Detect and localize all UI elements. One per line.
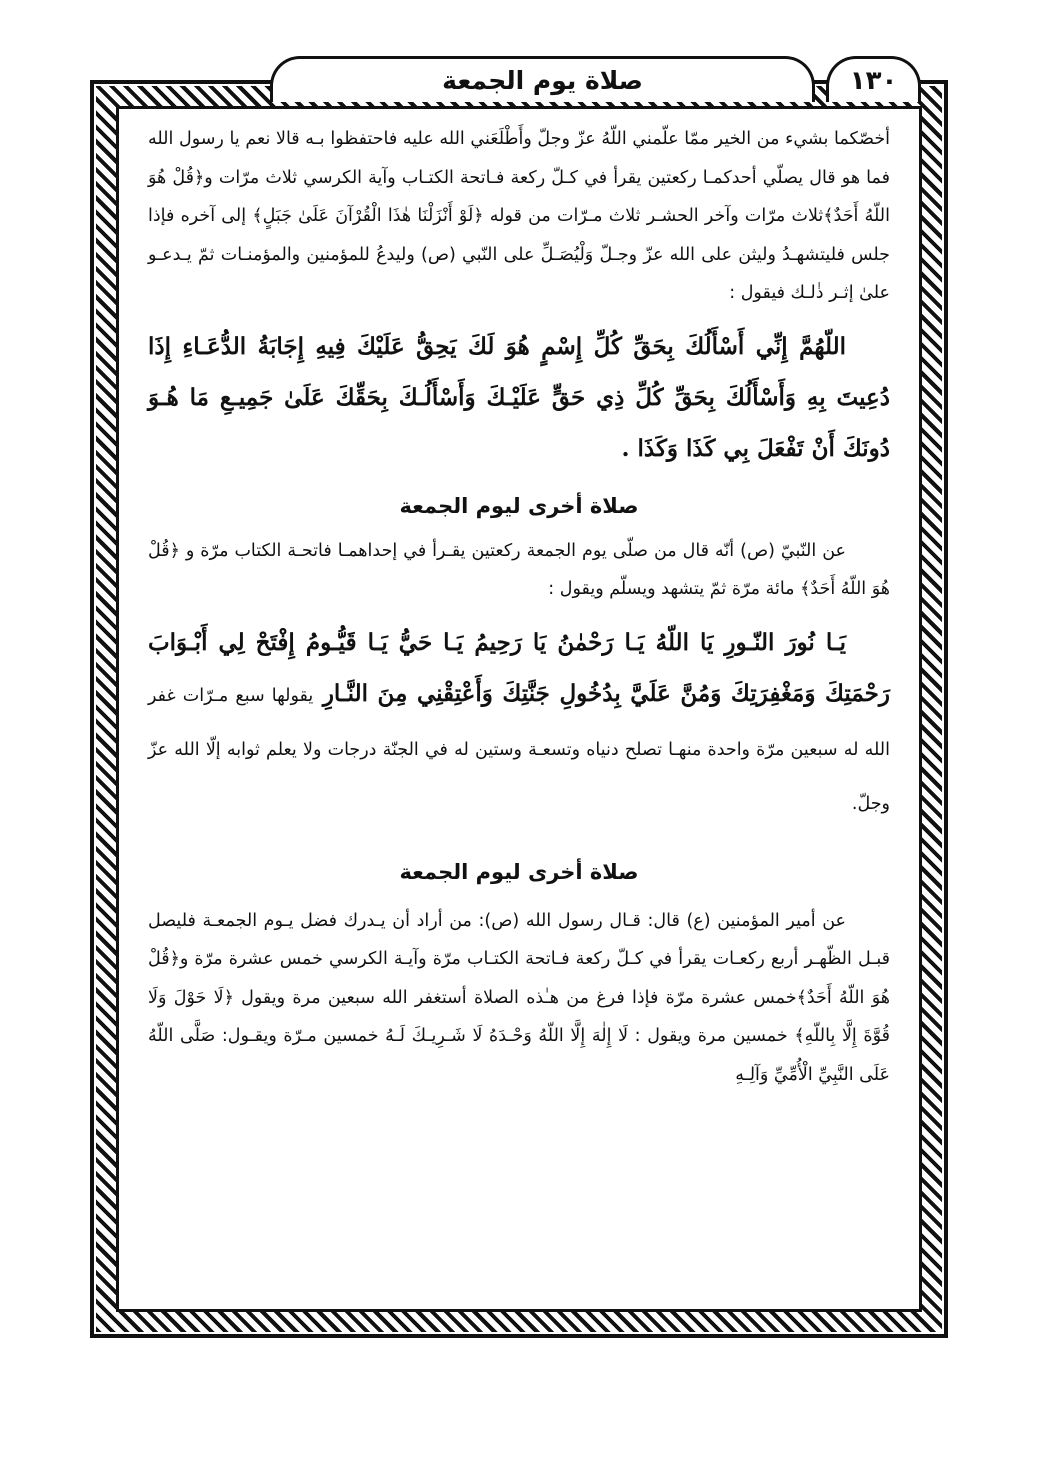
page-content [148, 120, 890, 1300]
section-heading-2: صلاة أخرى ليوم الجمعة [399, 859, 639, 884]
supplication-1: اللّهُمَّ إِنِّي أَسْأَلُكَ بِحَقِّ كُلِّ إِسْمٍ هُوَ لَكَ يَحِقُّ عَلَيْكَ فِيهِ إِجَابَةُ الدُّعَـاءِ إِذَا دُعِيتَ بِهِ وَأَسْأَلُكَ بِحَقِّ كُلِّ ذِي حَقٍّ عَلَيْـكَ وَأَسْأَلُـكَ بِحَقِّكَ عَلَىٰ جَمِيـعِ مَا هُـوَ دُونَكَ أَنْ تَفْعَلَ بِي كَذَا وَكَذَا . [148, 332, 890, 462]
paragraph-3: عن أمير المؤمنين (ع) قال: قـال رسول الله (ص): من أراد أن يـدرك فضل يـوم الجمعـة فليصل قبـل الظّهـر أربع ركعـات يقرأ في كـلّ ركعة فـاتحة الكتـاب مرّة وآيـة الكرسي خمس عشرة مرّة و﴿قُلْ هُوَ اللّهُ أَحَدٌ﴾خمس عشرة مرّة فإذا فرغ من هـٰذه الصلاة أستغفر الله سبعين مرة ويقول ﴿لَا حَوْلَ وَلَا قُوَّةَ إِلَّا بِاللّهِ﴾ خمسين مرة ويقول : لَا إِلٰهَ إِلَّا اللّهُ وَحْـدَهُ لَا شَـرِيـكَ لَـهُ خمسين مـرّة ويقـول: صَلَّى اللّهُ عَلَى النَّبِيِّ الْأُمِّيِّ وَآلِـهِ [148, 910, 890, 1085]
paragraph-2: عن النّبيّ (ص) أنّه قال من صلّى يوم الجمعة ركعتين يقـرأ في إحداهمـا فاتحـة الكتاب مرّة و ﴿قُلْ هُوَ اللّهُ أَحَدٌ﴾ مائة مرّة ثمّ يتشهد ويسلّم ويقول : [148, 540, 890, 599]
supplication-2-text: يَـا نُورَ النّـورِ يَا اللّهُ يَـا رَحْمٰنُ يَا رَحِيمُ يَـا حَيُّ يَـا قَيُّـومُ إِفْتَحْ لِي أَبْـوَابَ رَحْمَتِكَ وَمَغْفِرَتِكَ وَمُنَّ عَلَيَّ بِدُخُولِ جَنَّتِكَ وَأَعْتِقْنِي مِنَ النَّـارِ [148, 628, 890, 707]
section-heading-1: صلاة أخرى ليوم الجمعة [399, 493, 639, 518]
running-header-title: صلاة يوم الجمعة [270, 56, 815, 102]
supplication-2-tail: يقولها سبع مـرّات غفر الله له سبعين مرّة واحدة منهـا تصلح دنياه وتسعـة وستين له في الجنّة درجات ولا يعلم ثوابه إلّا الله عزّ وجلّ. [148, 685, 890, 814]
paragraph-1: أخصّكما بشيء من الخير ممّا علّمني اللّهُ عزّ وجلّ وأَطْلَعَني الله عليه فاحتفظوا بـه قالا نعم يا رسول الله فما هو قال يصلّي أحدكمـا ركعتين يقرأ في كـلّ ركعة فـاتحة الكتـاب وآية الكرسي ثلاث مرّات و﴿قُلْ هُوَ اللّهُ أَحَدٌ﴾ثلاث مرّات وآخر الحشـر ثلاث مـرّات من قوله ﴿لَوْ أَنْزَلْنَا هٰذَا الْقُرْآنَ عَلَىٰ جَبَلٍ﴾ إلى آخره فإذا جلس فليتشهـدُ وليثن على الله عزّ وجـلّ وَلْيُصَـلِّ على النّبي (ص) وليدعُ للمؤمنين والمؤمنـات ثمّ يـدعـو علىٰ إثـر ذٰلـك فيقول : [148, 129, 890, 303]
supplication-2 [148, 617, 890, 830]
page-number: ١٣٠ [826, 56, 921, 102]
